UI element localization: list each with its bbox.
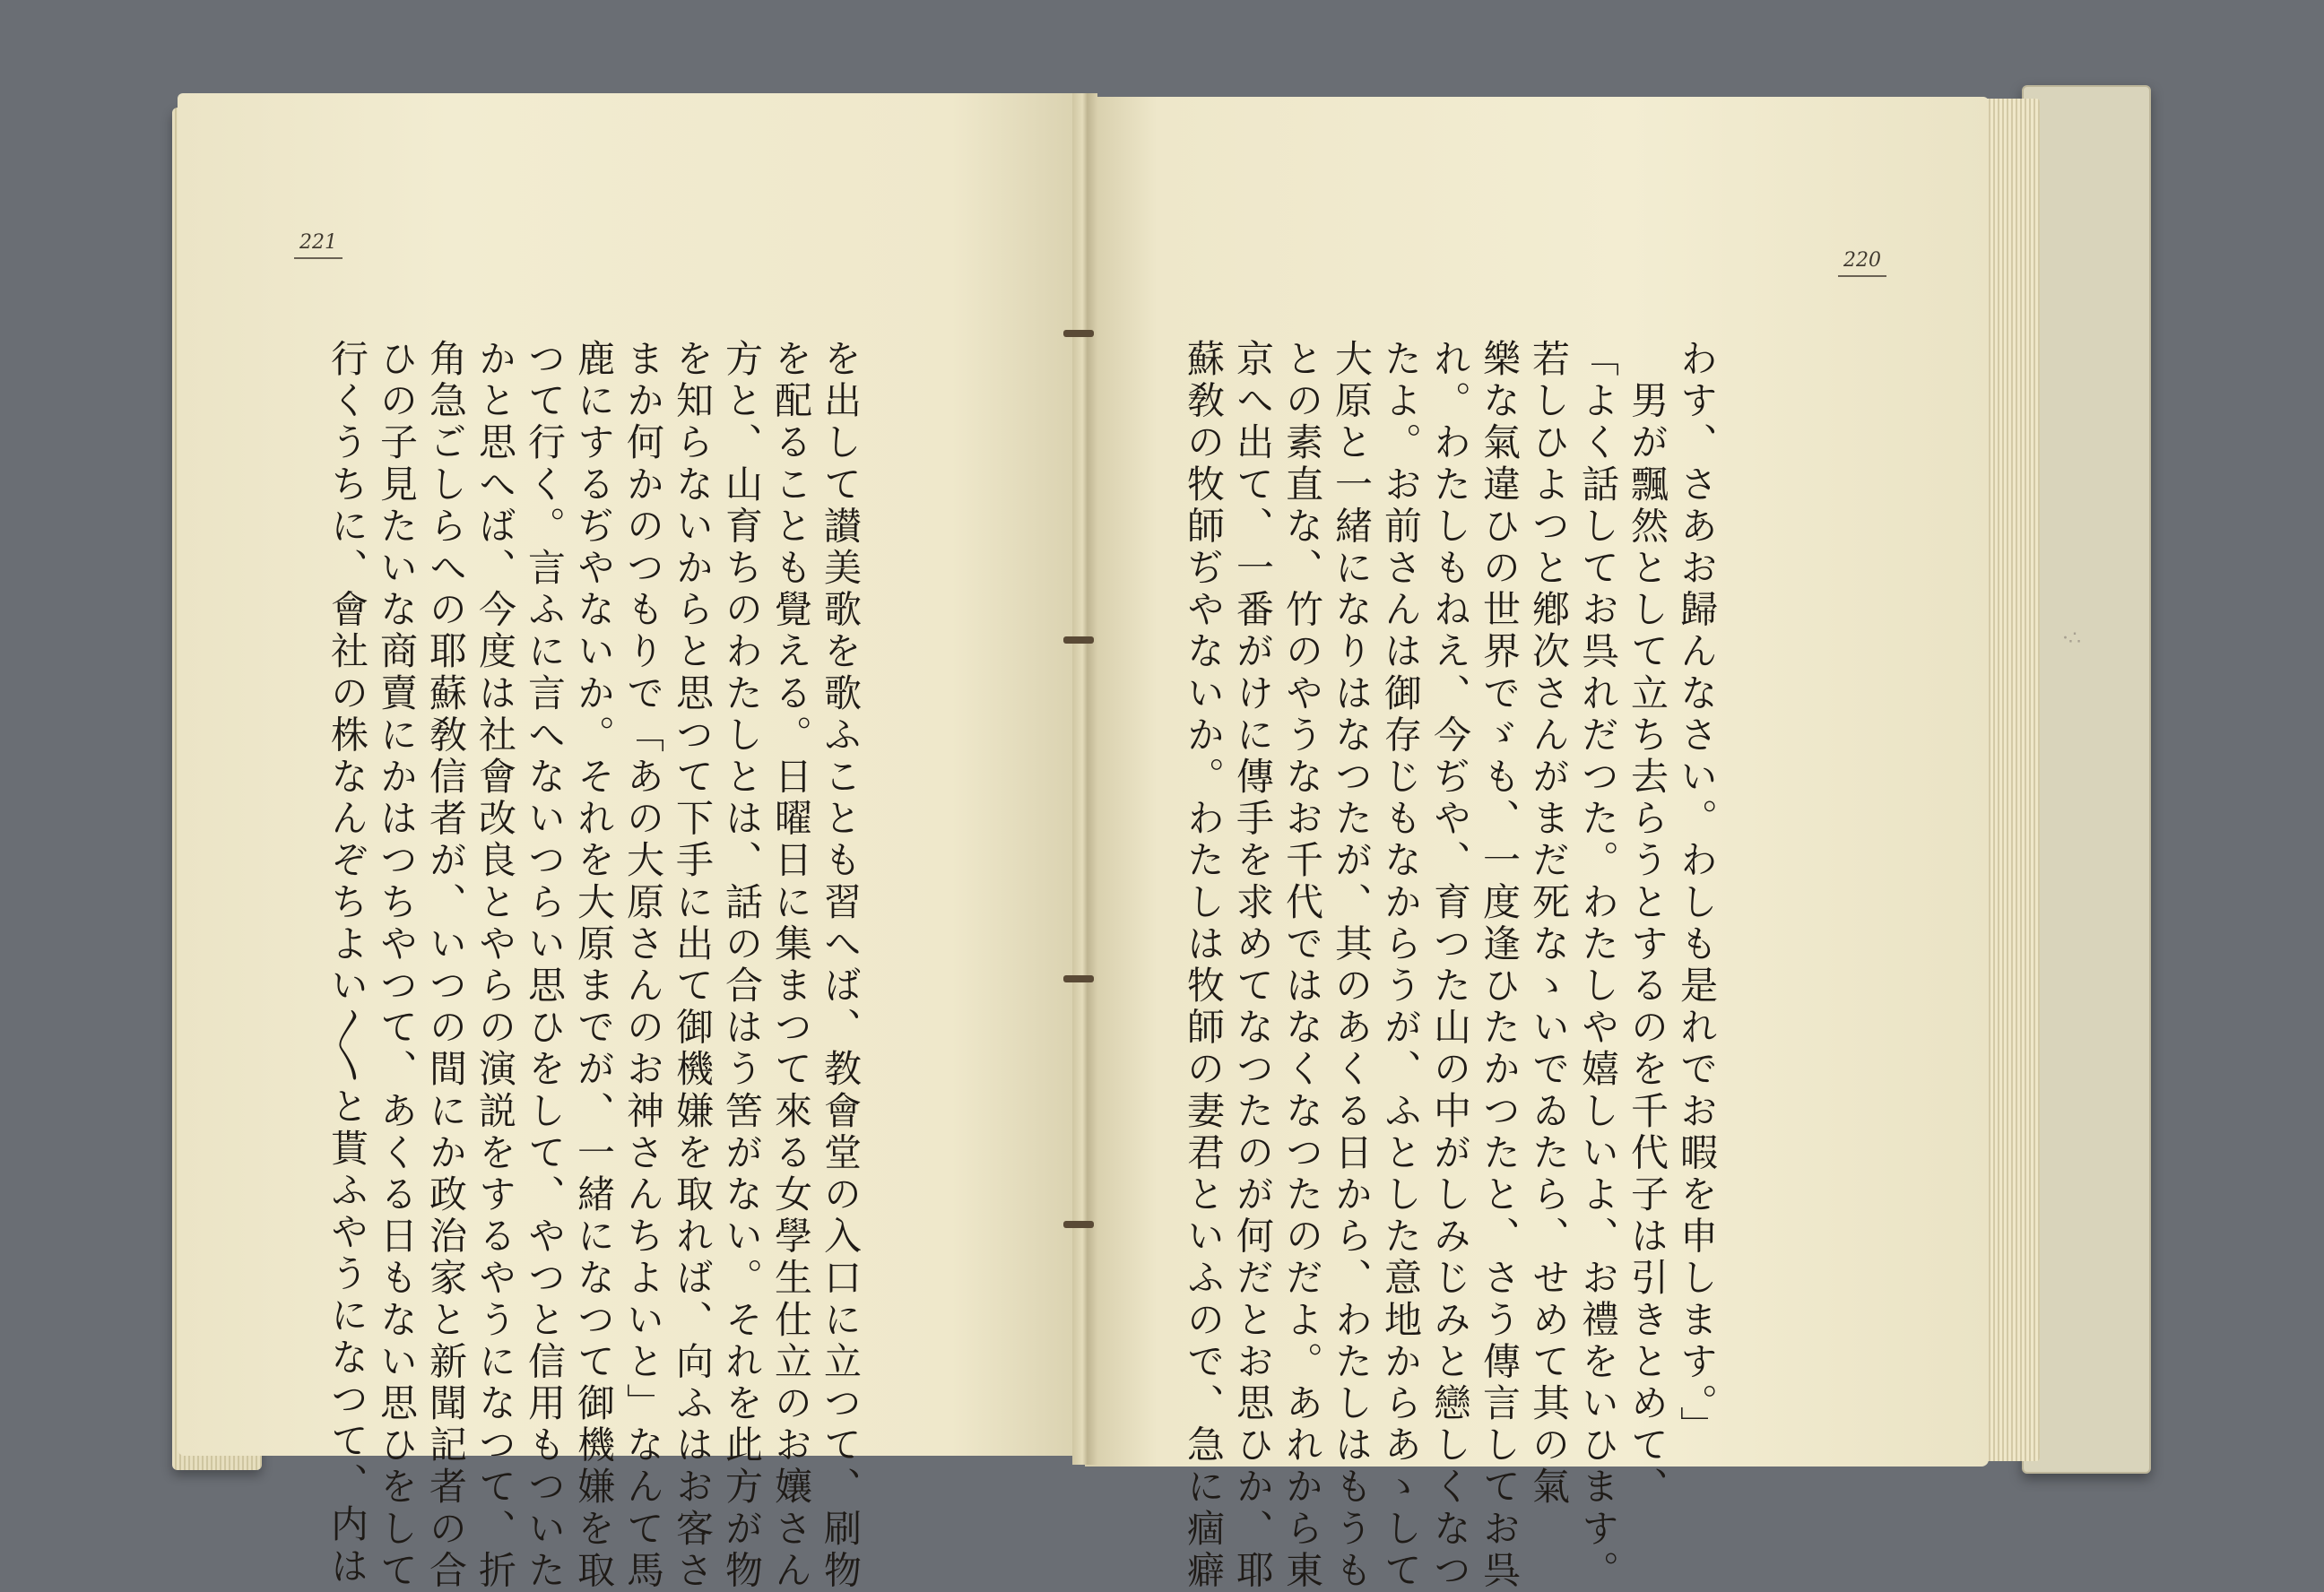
right-page-number: 220 — [1838, 249, 1886, 277]
left_page-column: 角急ごしらへの耶蘇敎信者が、いつの間にか政治家と新聞記者の合 — [424, 339, 468, 1592]
binding-stitch — [1063, 1221, 1094, 1228]
left_page-column: かと思へば、今度は社會改良とやらの演説をするやうになつて、折 — [473, 339, 517, 1592]
right_page-column: との素直な、竹のやうなお千代ではなくなつたのだよ。あれから東 — [1280, 339, 1324, 1592]
left-page-text — [291, 339, 865, 1592]
right-page-text — [1182, 339, 1721, 1592]
book-cover-board — [2022, 85, 2151, 1474]
right_page-column: 蘇敎の牧師ぢやないか。わたしは牧師の妻君といふので、急に痼癖 — [1182, 339, 1226, 1592]
right_page-column: たよ。お前さんは御存じもなからうが、ふとした意地からあゝして — [1379, 339, 1423, 1592]
left_page-column: ひの子見たいな商賣にかはつちやつて、あくる日もない思ひをして — [375, 339, 419, 1592]
right_page-column: れ。わたしもねえ、今ぢや、育つた山の中がしみじみと戀しくなつ — [1428, 339, 1472, 1592]
left_page-column: を知らないからと思つて下手に出て御機嫌を取れば、向ふはお客さ — [671, 339, 715, 1592]
right_page-column: わす、さあお歸んなさい。わしも是れでお暇を申します。」 — [1675, 339, 1719, 1449]
right_page-column: 若しひよつと鄕次さんがまだ死なゝいでゐたら、せめて其の氣 — [1527, 339, 1571, 1509]
binding-stitch — [1063, 975, 1094, 982]
right_page-column: 京へ出て、一番がけに傳手を求めてなつたのが何だとお思ひか、耶 — [1231, 339, 1275, 1592]
left_page-column: 行くうちに、會社の株なんぞちよい〳〵と貰ふやうになつて、内は — [325, 339, 369, 1588]
left_page-column: を配ることも覺える。日曜日に集まつて來る女學生仕立のお孃さん — [769, 339, 813, 1592]
right_page-column: 樂な氣違ひの世界でゞも、一度逢ひたかつたと、さう傳言してお呉 — [1478, 339, 1522, 1592]
left_page-column: まか何かのつもりで「あの大原さんのお神さんちよいと」なんて馬 — [621, 339, 665, 1592]
left-page-number: 221 — [294, 231, 343, 259]
left_page-column: つて行く。言ふに言へないつらい思ひをして、やつと信用もついた — [523, 339, 567, 1592]
margin-mark: ·∴ — [2062, 627, 2081, 650]
book-gutter — [1072, 93, 1097, 1465]
right_page-column: 「よく話してお呉れだつた。わたしや嬉しいよ、お禮をいひます。 — [1576, 339, 1620, 1592]
binding-stitch — [1063, 330, 1094, 337]
left_page-column: 鹿にするぢやないか。それを大原までが、一緒になつて御機嫌を取 — [572, 339, 616, 1592]
left_page-column: 方と、山育ちのわたしとは、話の合はう筈がない。それを此方が物 — [720, 339, 764, 1592]
left_page-column: を出して讃美歌を歌ふことも習へば、教會堂の入口に立つて、刷物 — [819, 339, 863, 1592]
right_page-column: 男が飄然として立ち去らうとするのを千代子は引きとめて、 — [1626, 339, 1669, 1509]
right_page-column: 大原と一緒になりはなつたが、其のあくる日から、わたしはもうも — [1330, 339, 1374, 1592]
binding-stitch — [1063, 636, 1094, 644]
